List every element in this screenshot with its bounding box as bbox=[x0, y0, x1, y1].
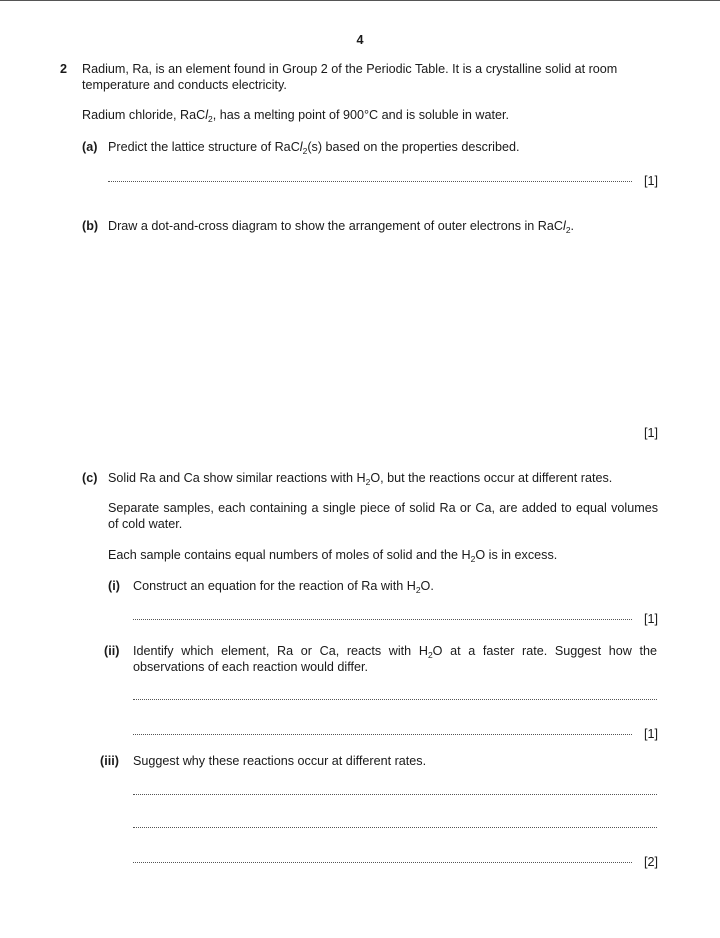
sub-iii-answer-line-3[interactable] bbox=[133, 862, 632, 863]
page-number: 4 bbox=[356, 33, 364, 47]
sub-ii-answer-line-1[interactable] bbox=[133, 699, 657, 700]
part-a-question: Predict the lattice structure of RaCl$_2$(s) based on the properties described. bbox=[108, 140, 520, 156]
sub-ii-label: (ii) bbox=[104, 644, 120, 658]
sub-iii-answer-line-2[interactable] bbox=[133, 827, 657, 828]
intro-line-2: temperature and conducts electricity. bbox=[82, 78, 287, 93]
sub-iii-question: Suggest why these reactions occur at different rates. bbox=[133, 754, 427, 768]
part-c-moles-text: Each sample contains equal numbers of moles of solid and the $H_2O$ is in excess. bbox=[108, 548, 558, 564]
part-c-label: (c) bbox=[82, 471, 98, 485]
sub-i-answer-line[interactable] bbox=[133, 619, 632, 620]
part-a-label: (a) bbox=[82, 140, 98, 154]
sub-ii-question: Identify which element, Ra or Ca, reacts with $H_2O$ at a faster rate. Suggest how the observations of each reaction would differ. bbox=[133, 644, 657, 675]
part-a-answer-line[interactable] bbox=[108, 181, 632, 182]
part-b-label: (b) bbox=[82, 219, 99, 233]
part-a-marks: [1] bbox=[643, 174, 658, 188]
sub-iii-answer-line-1[interactable] bbox=[133, 794, 657, 795]
sub-iii-marks: [2] bbox=[643, 855, 658, 869]
page-top-rule bbox=[0, 0, 720, 1]
sub-i-label: (i) bbox=[108, 579, 120, 593]
intro-line-1: Radium, Ra, is an element found in Group 2 of the Periodic Table. It is a crystalline solid at room bbox=[82, 62, 618, 76]
sub-ii-answer-line-2[interactable] bbox=[133, 734, 632, 735]
sub-i-question: Construct an equation for the reaction of Ra with $H_2O$. bbox=[133, 579, 434, 595]
question-intro bbox=[82, 61, 660, 94]
question-number: 2 bbox=[60, 62, 68, 76]
part-c-samples-text: Separate samples, each containing a single piece of solid Ra or Ca, are added to equal volumes of cold water. bbox=[108, 501, 658, 532]
part-b-marks: [1] bbox=[643, 426, 658, 440]
sub-i-marks: [1] bbox=[643, 612, 658, 626]
part-b-drawing-area[interactable] bbox=[108, 240, 658, 415]
sub-ii-marks: [1] bbox=[643, 727, 658, 741]
chloride-statement: Radium chloride, RaCl$_2$, has a melting point of 900°C and is soluble in water. bbox=[82, 108, 510, 124]
sub-iii-label: (iii) bbox=[100, 754, 119, 768]
part-c-intro: Solid Ra and Ca show similar reactions with $H_2O$, but the reactions occur at different rates. bbox=[108, 471, 613, 487]
part-b-question: Draw a dot-and-cross diagram to show the arrangement of outer electrons in RaCl$_2$. bbox=[108, 219, 575, 235]
